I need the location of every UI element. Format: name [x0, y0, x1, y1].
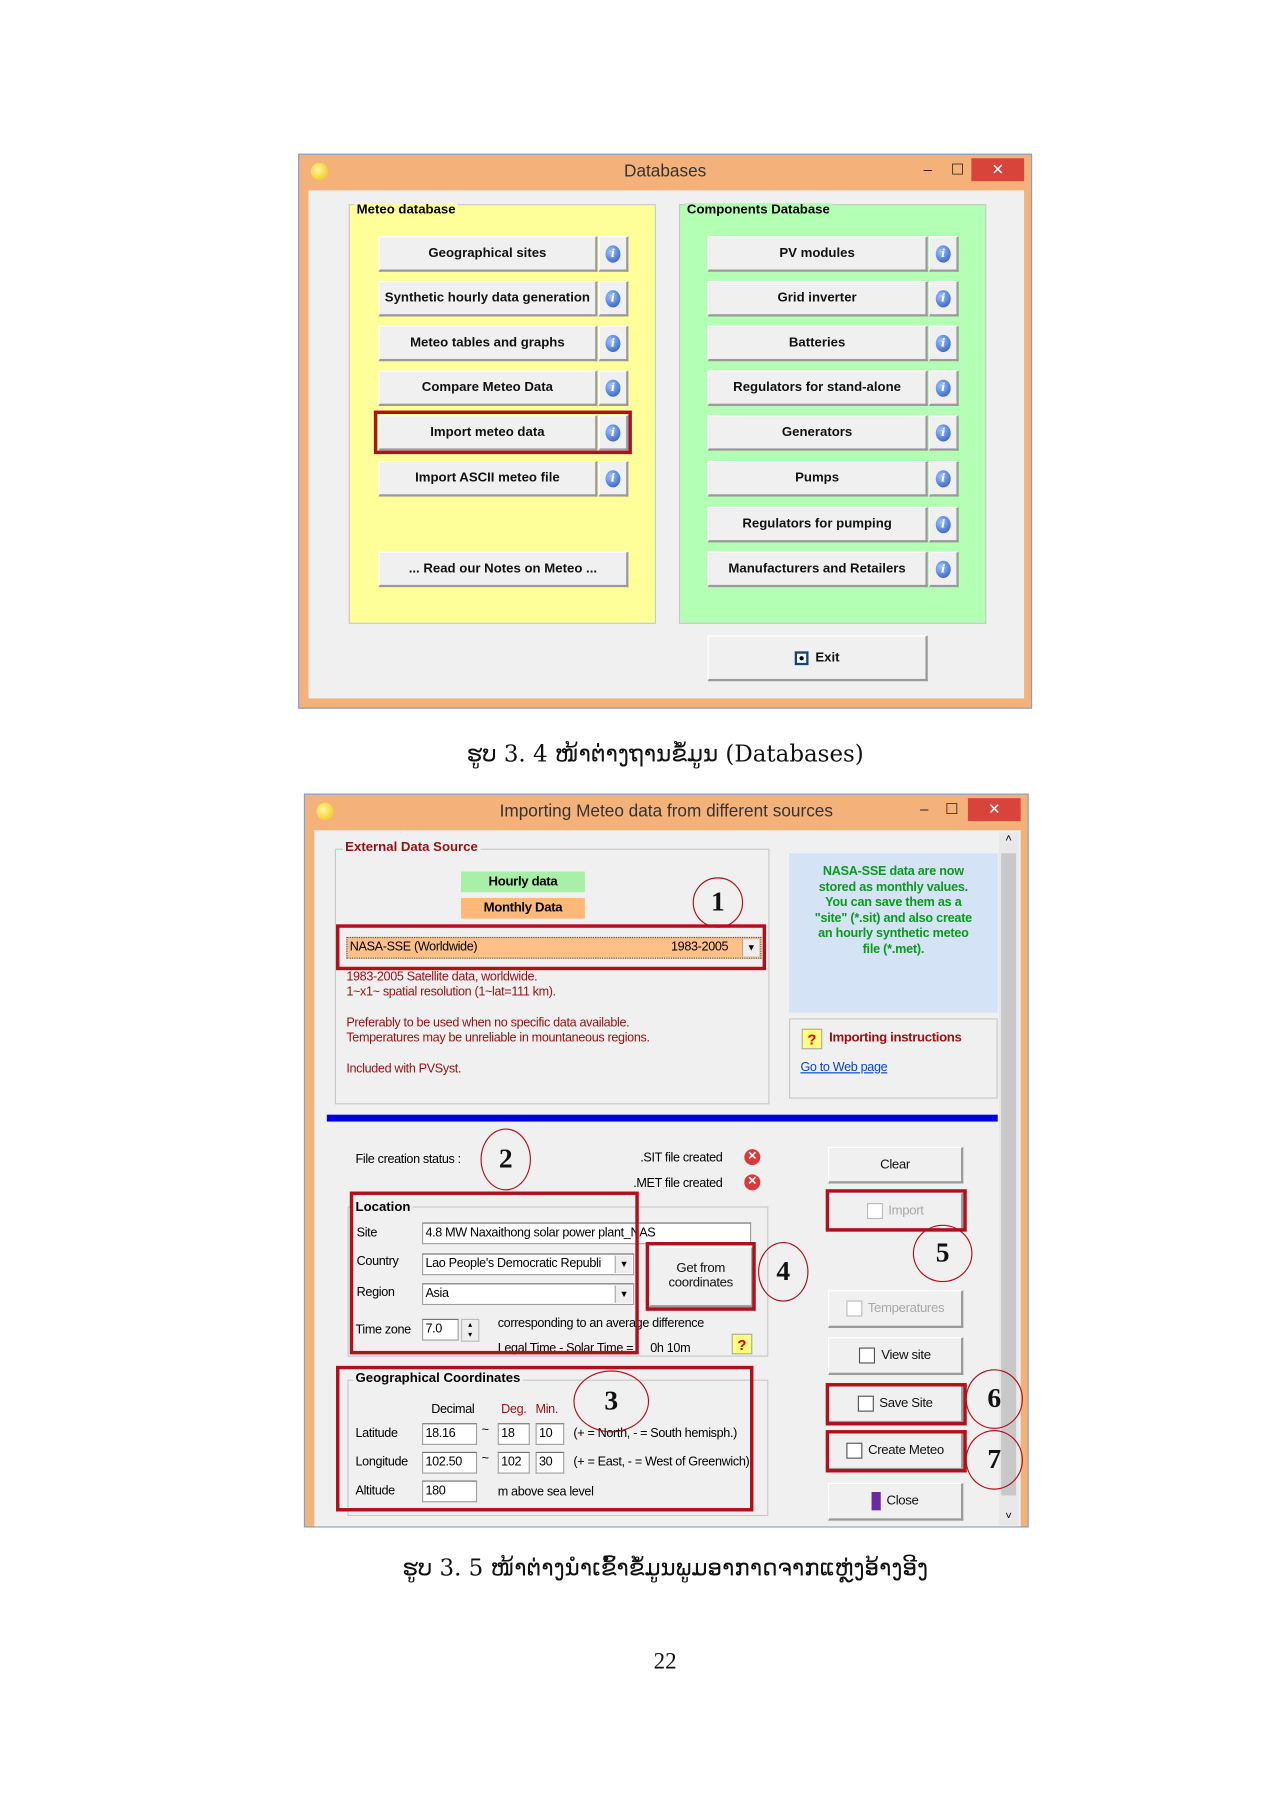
- info-icon: i: [936, 334, 951, 351]
- info-button[interactable]: [599, 326, 629, 362]
- help-icon[interactable]: ?: [802, 1029, 823, 1050]
- altitude-input[interactable]: 180: [422, 1481, 477, 1503]
- latitude-deg-input[interactable]: 18: [498, 1423, 530, 1445]
- site-label: Site: [356, 1225, 378, 1240]
- scroll-down-arrow[interactable]: ˅: [1005, 1510, 1012, 1523]
- highlight-source: [336, 924, 766, 970]
- meteo-button-label: Compare Meteo Data: [421, 380, 553, 395]
- component-button[interactable]: [708, 415, 928, 451]
- highlight-geo: [336, 1366, 753, 1512]
- exit-icon: [795, 651, 809, 665]
- create-meteo-label: Create Meteo: [868, 1443, 944, 1458]
- exit-label: Exit: [815, 650, 840, 665]
- info-button[interactable]: [599, 281, 629, 317]
- app-icon: [317, 803, 334, 820]
- longitude-deg-input[interactable]: 102: [498, 1452, 530, 1474]
- country-label: Country: [356, 1254, 399, 1269]
- component-button-label: Manufacturers and Retailers: [728, 561, 906, 576]
- timezone-label: Time zone: [355, 1323, 411, 1338]
- read-notes-button[interactable]: [378, 552, 628, 588]
- component-button-label: Batteries: [788, 336, 846, 350]
- legal-time-value: 0h 10m: [650, 1341, 691, 1356]
- chevron-down-icon[interactable]: ▼: [615, 1256, 632, 1273]
- highlight-get-coords: [646, 1242, 756, 1311]
- region-label: Region: [356, 1285, 395, 1300]
- figure-caption-3-4: ຮູບ 3. 4 ໜ້າຕ່າງຖານຂໍ້ມູນ (Databases): [466, 739, 864, 768]
- file-status-label: File creation status :: [355, 1152, 461, 1167]
- callout-7: 7: [966, 1430, 1023, 1490]
- info-icon: i: [606, 424, 621, 441]
- site-input[interactable]: 4.8 MW Naxaithong solar power plant_NAS: [422, 1222, 751, 1244]
- source-desc-1: 1983-2005 Satellite data, worldwide.: [346, 970, 538, 984]
- maximize-button[interactable]: ☐: [950, 160, 965, 178]
- met-error-icon: ✕: [744, 1174, 760, 1190]
- info-icon: i: [936, 560, 951, 577]
- chevron-down-icon[interactable]: ▼: [615, 1286, 632, 1303]
- component-button-label: Regulators for pumping: [742, 517, 892, 531]
- minimize-button[interactable]: ‒: [923, 160, 932, 178]
- latitude-decimal-input[interactable]: 18.16: [422, 1423, 477, 1445]
- source-desc-3: Preferably to be used when no specific data available.: [346, 1016, 630, 1030]
- highlight-create-meteo: [826, 1430, 967, 1472]
- title-bar: [299, 155, 1031, 189]
- callout-3: 3: [573, 1370, 649, 1432]
- info-icon: i: [936, 379, 951, 396]
- timezone-stepper[interactable]: ▴ ▾: [461, 1319, 479, 1342]
- tilde: ~: [481, 1451, 489, 1466]
- window-title: Databases: [624, 161, 707, 182]
- info-button[interactable]: [929, 236, 959, 272]
- info-icon: i: [606, 290, 621, 307]
- close-button[interactable]: ✕: [968, 798, 1021, 821]
- latitude-label: Latitude: [355, 1426, 398, 1441]
- component-button[interactable]: [708, 461, 928, 497]
- door-icon: [872, 1492, 881, 1510]
- external-data-source-label: External Data Source: [343, 841, 480, 855]
- info-icon: i: [936, 470, 951, 487]
- timezone-input[interactable]: 7.0: [422, 1319, 459, 1341]
- app-icon: [311, 163, 328, 180]
- nasa-note-line: file (*.met).: [862, 942, 925, 956]
- info-icon: i: [606, 470, 621, 487]
- component-button[interactable]: [708, 236, 928, 272]
- web-page-link[interactable]: Go to Web page: [800, 1060, 888, 1075]
- meteo-button[interactable]: [378, 236, 597, 272]
- altitude-note: m above sea level: [497, 1485, 594, 1499]
- meteo-button[interactable]: [378, 370, 597, 406]
- get-coords-line: coordinates: [668, 1276, 733, 1291]
- nasa-note-line: stored as monthly values.: [818, 880, 968, 894]
- maximize-button[interactable]: ☐: [945, 800, 959, 818]
- component-button[interactable]: [708, 281, 928, 317]
- info-button[interactable]: [929, 415, 959, 451]
- view-site-button[interactable]: [828, 1337, 963, 1375]
- temperatures-button[interactable]: [828, 1290, 963, 1328]
- window-title: Importing Meteo data from different sources: [499, 801, 833, 822]
- highlight-save-site: [826, 1383, 967, 1425]
- monthly-data-tab[interactable]: Monthly Data: [461, 898, 585, 919]
- read-notes-label: ... Read our Notes on Meteo ...: [408, 561, 598, 576]
- info-button[interactable]: [929, 461, 959, 497]
- component-button[interactable]: [708, 326, 928, 362]
- altitude-label: Altitude: [355, 1483, 395, 1498]
- document-icon: [859, 1347, 875, 1363]
- view-site-label: View site: [881, 1348, 931, 1363]
- info-button[interactable]: [929, 326, 959, 362]
- region-value: Asia: [425, 1286, 449, 1301]
- longitude-decimal-input[interactable]: 102.50: [422, 1452, 477, 1474]
- info-icon: i: [936, 424, 951, 441]
- tilde: ~: [481, 1423, 489, 1437]
- title-bar: [305, 795, 1027, 829]
- info-icon: i: [606, 379, 621, 396]
- close-label: Close: [886, 1494, 919, 1509]
- meteo-button-label: Geographical sites: [428, 246, 547, 261]
- clear-label: Clear: [880, 1157, 910, 1172]
- component-button[interactable]: [708, 370, 928, 406]
- clear-button[interactable]: [828, 1147, 963, 1184]
- min-header: Min.: [535, 1402, 559, 1417]
- source-desc-4: Temperatures may be unreliable in mountaneous regions.: [346, 1030, 650, 1045]
- meteo-button-label: Synthetic hourly data generation: [384, 291, 590, 306]
- temperatures-label: Temperatures: [867, 1301, 945, 1316]
- close-dialog-button[interactable]: [828, 1483, 963, 1521]
- exit-button[interactable]: [708, 635, 928, 681]
- deg-header: Deg.: [501, 1402, 527, 1417]
- longitude-label: Longitude: [355, 1455, 408, 1470]
- callout-2: 2: [481, 1128, 531, 1190]
- meteo-button[interactable]: [378, 326, 597, 362]
- info-button[interactable]: [929, 552, 959, 588]
- callout-1: 1: [693, 877, 743, 927]
- info-icon: i: [936, 290, 951, 307]
- nasa-note-line: You can save them as a: [825, 895, 962, 910]
- info-button[interactable]: [929, 281, 959, 317]
- longitude-note: (+ = East, - = West of Greenwich): [573, 1455, 750, 1470]
- help-icon[interactable]: ?: [732, 1334, 753, 1355]
- meteo-button[interactable]: [378, 461, 597, 497]
- nasa-note-line: "site" (*.sit) and also create: [814, 911, 972, 925]
- meteo-button-label: Meteo tables and graphs: [410, 336, 565, 350]
- hourly-data-tab[interactable]: Hourly data: [461, 872, 585, 893]
- nasa-note-panel: [789, 853, 998, 1012]
- get-coords-line: Get from: [676, 1261, 725, 1276]
- meteo-button-label: Import ASCII meteo file: [415, 471, 560, 486]
- component-button-label: Grid inverter: [777, 291, 857, 306]
- scroll-up-arrow[interactable]: ˄: [1005, 832, 1012, 846]
- legal-time-text: Legal Time - Solar Time =: [497, 1341, 634, 1356]
- location-label: Location: [353, 1201, 413, 1215]
- latitude-min-input[interactable]: 10: [536, 1423, 565, 1445]
- nasa-note-line: an hourly synthetic meteo: [818, 926, 969, 941]
- decimal-header: Decimal: [431, 1402, 475, 1417]
- import-label: Import: [888, 1204, 924, 1218]
- callout-6: 6: [966, 1369, 1023, 1429]
- info-button[interactable]: [599, 236, 629, 272]
- info-icon: i: [936, 515, 951, 532]
- component-button-label: Pumps: [795, 471, 840, 486]
- component-button-label: Generators: [781, 425, 853, 440]
- highlight-import-meteo: [374, 411, 632, 455]
- chart-icon: [846, 1300, 862, 1316]
- chevron-down-icon[interactable]: ▼: [742, 939, 759, 956]
- country-value: Lao People's Democratic Republi: [425, 1256, 601, 1271]
- latitude-note: (+ = North, - = South hemisph.): [573, 1426, 737, 1441]
- callout-4: 4: [758, 1242, 808, 1302]
- minimize-button[interactable]: ‒: [920, 800, 929, 818]
- importing-instructions[interactable]: Importing instructions: [829, 1030, 962, 1045]
- sit-status-label: .SIT file created: [640, 1151, 723, 1166]
- info-button[interactable]: [599, 370, 629, 406]
- avg-difference-text: corresponding to an average difference: [497, 1316, 704, 1331]
- info-button[interactable]: [929, 370, 959, 406]
- component-button[interactable]: [708, 552, 928, 588]
- geo-coordinates-label: Geographical Coordinates: [353, 1372, 522, 1386]
- save-site-label: Save Site: [879, 1396, 933, 1411]
- component-button-label: PV modules: [779, 246, 855, 261]
- meteo-button-label: Import meteo data: [430, 425, 545, 440]
- source-years: 1983-2005: [670, 940, 729, 955]
- met-status-label: .MET file created: [633, 1176, 723, 1191]
- longitude-min-input[interactable]: 30: [536, 1452, 565, 1474]
- info-icon: i: [936, 245, 951, 262]
- info-icon: i: [606, 334, 621, 351]
- page-number: 22: [653, 1649, 677, 1675]
- component-button[interactable]: [708, 507, 928, 543]
- source-desc-2: 1~x1~ spatial resolution (1~lat=111 km).: [346, 985, 556, 999]
- nasa-note-line: NASA-SSE data are now: [822, 864, 964, 879]
- component-button-label: Regulators for stand-alone: [733, 380, 901, 395]
- source-name: NASA-SSE (Worldwide): [349, 940, 478, 955]
- meteo-database-label: Meteo database: [354, 203, 458, 217]
- info-button[interactable]: [929, 507, 959, 543]
- info-button[interactable]: [599, 461, 629, 497]
- meteo-button[interactable]: [378, 281, 597, 317]
- figure-caption-3-5: ຮູບ 3. 5 ໜ້າຕ່າງນຳເຂົ້າຂໍ້ມູນພູມອາກາດຈາກແຫຼ່ງອ້າງອີງ: [402, 1553, 929, 1582]
- components-database-label: Components Database: [685, 203, 832, 217]
- sit-error-icon: ✕: [744, 1149, 760, 1165]
- highlight-location: [350, 1192, 639, 1355]
- source-desc-5: Included with PVSyst.: [346, 1061, 462, 1076]
- callout-5: 5: [913, 1225, 973, 1282]
- info-icon: i: [606, 245, 621, 262]
- close-button[interactable]: ✕: [971, 158, 1024, 181]
- separator-bar: [327, 1115, 998, 1122]
